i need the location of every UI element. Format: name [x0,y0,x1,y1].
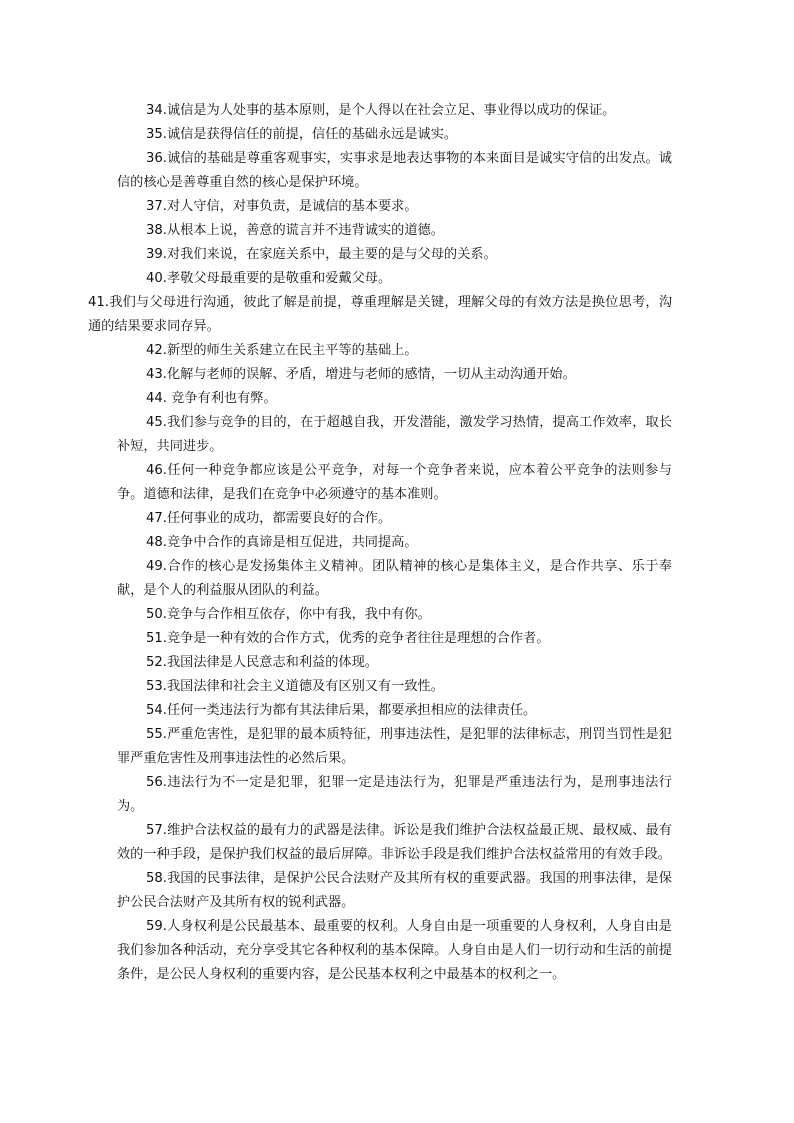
paragraph-47: 47.任何事业的成功，都需要良好的合作。 [146,511,392,526]
paragraph-48: 48.竞争中合作的真谛是相互促进，共同提高。 [146,535,418,550]
paragraph-45: 45.我们参与竞争的目的，在于超越自我，开发潜能，激发学习热情，提高工作效率，取长补短，共同进步。 [117,415,672,454]
document-page [88,99,672,987]
paragraph-40: 40.孝敬父母最重要的是敬重和爱戴父母。 [146,271,392,286]
paragraph-36: 36.诚信的基础是尊重客观事实，实事求是地表达事物的本来面目是诚实守信的出发点。诚信的核心是善尊重自然的核心是保护环境。 [117,151,672,190]
paragraph-41: 41.我们与父母进行沟通，彼此了解是前提，尊重理解是关键，理解父母的有效方法是换位思考，沟通的结果要求同存异。 [88,295,672,334]
paragraph-35: 35.诚信是获得信任的前提，信任的基础永远是诚实。 [146,127,458,142]
paragraph-54: 54.任何一类违法行为都有其法律后果，都要承担相应的法律责任。 [146,703,537,718]
paragraph-58: 58.我国的民事法律，是保护公民合法财产及其所有权的重要武器。我国的刑事法律，是保护公民合法财产及其所有权的锐利武器。 [117,871,672,910]
paragraph-56: 56.违法行为不一定是犯罪，犯罪一定是违法行为，犯罪是严重违法行为，是刑事违法行为。 [117,775,672,814]
paragraph-55: 55.严重危害性，是犯罪的最本质特征，刑事违法性，是犯罪的法律标志，刑罚当罚性是犯罪严重危害性及刑事违法性的必然后果。 [117,727,672,766]
paragraph-57: 57.维护合法权益的最有力的武器是法律。诉讼是我们维护合法权益最正规、最权威、最有效的一种手段，是保护我们权益的最后屏障。非诉讼手段是我们维护合法权益常用的有效手段。 [117,823,672,862]
paragraph-34: 34.诚信是为人处事的基本原则，是个人得以在社会立足、事业得以成功的保证。 [146,103,616,118]
paragraph-49: 49.合作的核心是发扬集体主义精神。团队精神的核心是集体主义，是合作共享、乐于奉献，是个人的利益服从团队的利益。 [117,559,672,598]
paragraph-51: 51.竞争是一种有效的合作方式，优秀的竞争者往往是理想的合作者。 [146,631,550,646]
paragraph-38: 38.从根本上说，善意的谎言并不违背诚实的道德。 [146,223,444,238]
paragraph-52: 52.我国法律是人民意志和利益的体现。 [146,655,378,670]
paragraph-39: 39.对我们来说，在家庭关系中，最主要的是与父母的关系。 [146,247,497,262]
paragraph-37: 37.对人守信，对事负责，是诚信的基本要求。 [146,199,418,214]
paragraph-59: 59.人身权利是公民最基本、最重要的权利。人身自由是一项重要的人身权利，人身自由是我们参加各种活动，充分享受其它各种权利的基本保障。人身自由是人们一切行动和生活的前提条件，是公民人身权利的重要内容，是公民基本权利之中最基本的权利之一。 [117,919,672,982]
paragraph-43: 43.化解与老师的误解、矛盾，增进与老师的感情，一切从主动沟通开始。 [146,367,576,382]
paragraph-42: 42.新型的师生关系建立在民主平等的基础上。 [146,343,418,358]
paragraph-46: 46.任何一种竞争都应该是公平竞争，对每一个竞争者来说，应本着公平竞争的法则参与争。道德和法律，是我们在竞争中必须遵守的基本准则。 [117,463,672,502]
paragraph-50: 50.竞争与合作相互依存，你中有我，我中有你。 [146,607,431,622]
paragraph-53: 53.我国法律和社会主义道德及有区别又有一致性。 [146,679,444,694]
paragraph-44: 44. 竞争有利也有弊。 [146,391,277,406]
